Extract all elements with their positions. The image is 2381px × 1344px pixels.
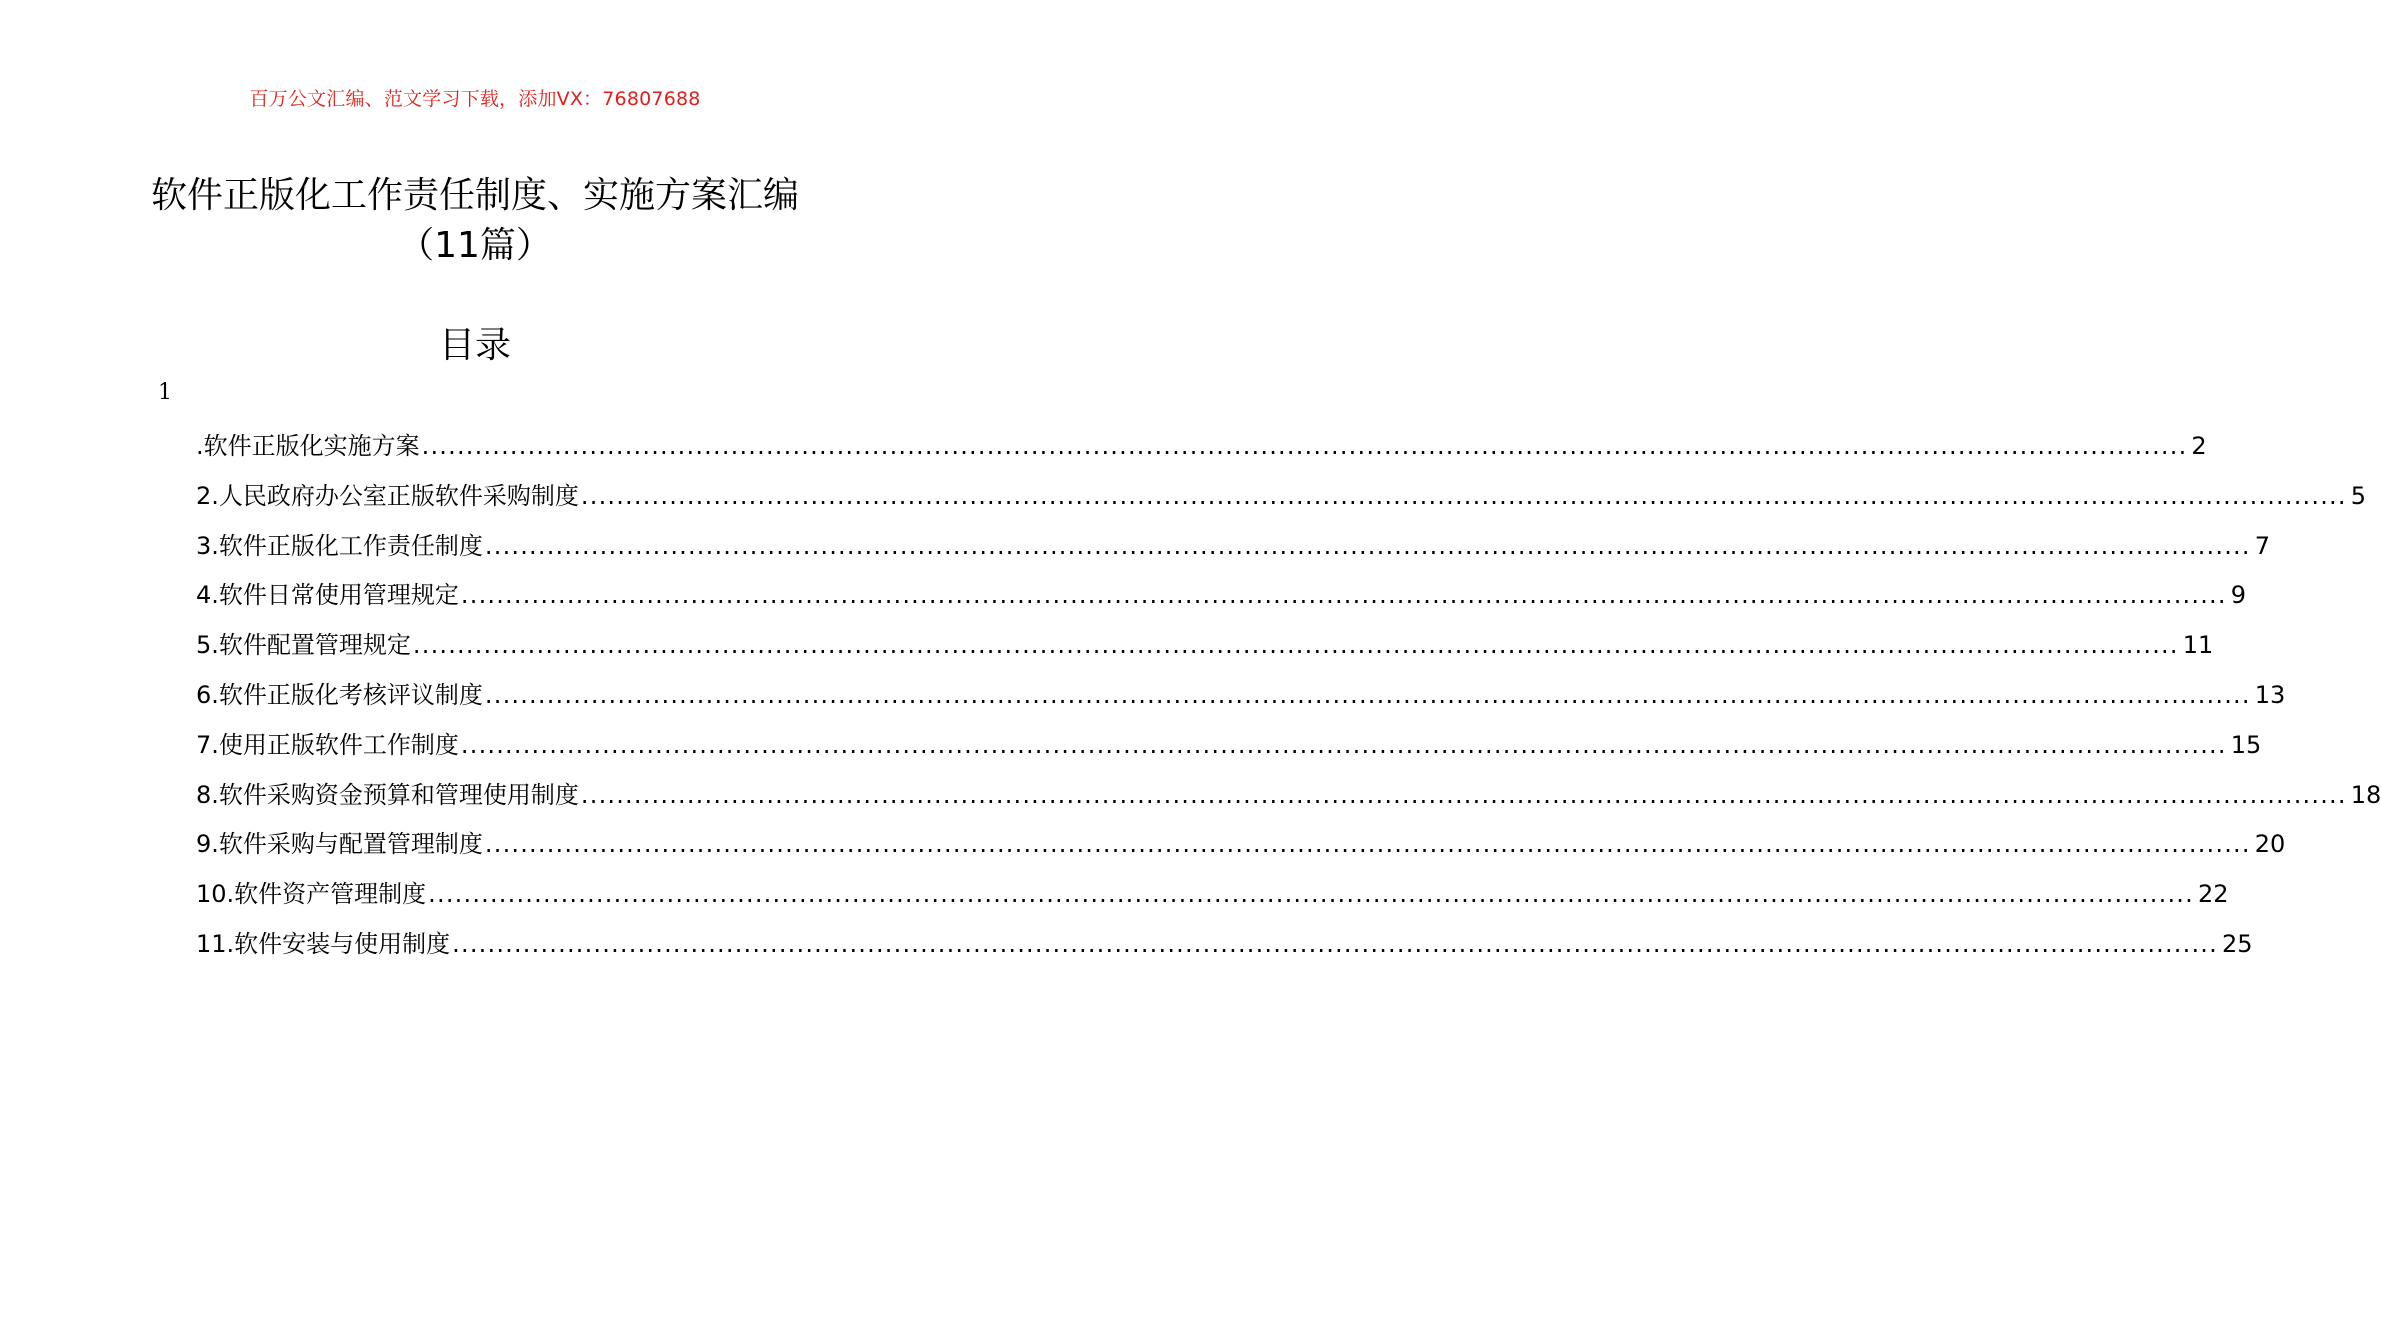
toc-leader-dots: ........................................................................................................................................................................................................: [421, 432, 2188, 460]
toc-item[interactable]: [196, 522, 2270, 572]
toc-heading: 目录: [438, 325, 511, 366]
toc-item-page: 15: [2230, 730, 2262, 759]
toc-item-page: 7: [2254, 531, 2270, 560]
toc-item[interactable]: [196, 671, 2286, 721]
toc-item-label: .软件正版化实施方案: [196, 432, 420, 460]
toc-item[interactable]: [196, 621, 2214, 671]
toc-item-page: 20: [2254, 830, 2286, 859]
toc-leader-dots: ........................................................................................................................................................................................................: [428, 880, 2194, 909]
toc-item-label: 8.软件采购资金预算和管理使用制度: [196, 780, 579, 809]
toc-item-label: 3.软件正版化工作责任制度: [196, 531, 483, 560]
toc-item-page: 2: [2191, 432, 2207, 460]
toc-item[interactable]: [196, 820, 2286, 870]
toc-item-label: 5.软件配置管理规定: [196, 631, 411, 660]
promo-banner: 百万公文汇编、范文学习下载，添加VX：76807688: [249, 88, 701, 110]
table-of-contents: [196, 422, 2381, 970]
toc-item[interactable]: [196, 422, 2207, 472]
toc-leader-dots: ........................................................................................................................................................................................................: [460, 730, 2227, 759]
toc-item-page: 25: [2221, 929, 2253, 958]
toc-item-page: 9: [2230, 581, 2246, 610]
stray-number: 1: [158, 380, 172, 405]
toc-item-page: 18: [2350, 780, 2381, 809]
toc-item-label: 9.软件采购与配置管理制度: [196, 830, 483, 859]
toc-leader-dots: ........................................................................................................................................................................................................: [580, 481, 2347, 510]
toc-item[interactable]: [196, 721, 2262, 771]
toc-leader-dots: ........................................................................................................................................................................................................: [452, 929, 2218, 958]
toc-item-label: 6.软件正版化考核评议制度: [196, 680, 483, 709]
toc-item-label: 11.软件安装与使用制度: [196, 929, 451, 958]
toc-item[interactable]: [196, 920, 2253, 970]
toc-item-page: 11: [2182, 631, 2214, 660]
toc-leader-dots: ........................................................................................................................................................................................................: [484, 830, 2251, 859]
toc-item[interactable]: [196, 472, 2366, 522]
toc-item-page: 22: [2197, 880, 2229, 909]
toc-item-label: 10.软件资产管理制度: [196, 880, 427, 909]
toc-item[interactable]: [196, 870, 2229, 920]
toc-leader-dots: ........................................................................................................................................................................................................: [460, 581, 2227, 610]
document-subtitle: （11篇）: [398, 225, 552, 266]
toc-leader-dots: ........................................................................................................................................................................................................: [484, 531, 2251, 560]
toc-leader-dots: ........................................................................................................................................................................................................: [580, 780, 2347, 809]
toc-item-page: 5: [2350, 481, 2366, 510]
toc-item[interactable]: [196, 771, 2381, 821]
toc-item[interactable]: [196, 571, 2246, 621]
toc-item-page: 13: [2254, 680, 2286, 709]
toc-item-label: 4.软件日常使用管理规定: [196, 581, 459, 610]
toc-item-label: 2.人民政府办公室正版软件采购制度: [196, 481, 579, 510]
toc-leader-dots: ........................................................................................................................................................................................................: [484, 680, 2251, 709]
toc-item-label: 7.使用正版软件工作制度: [196, 730, 459, 759]
toc-leader-dots: ........................................................................................................................................................................................................: [412, 631, 2179, 660]
document-title: 软件正版化工作责任制度、实施方案汇编: [150, 175, 799, 216]
